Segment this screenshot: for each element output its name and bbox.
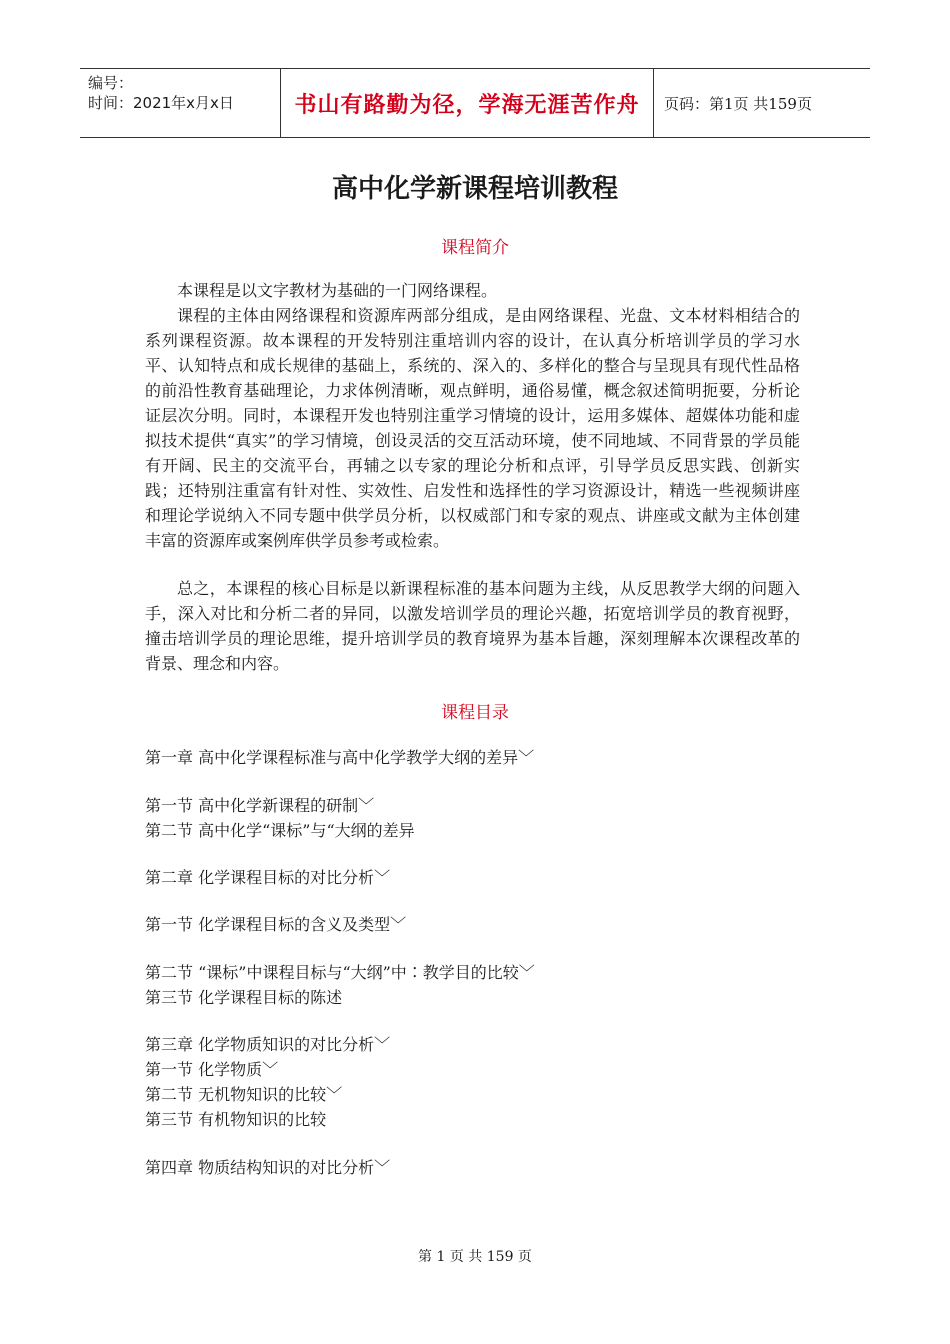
intro-paragraph-2: 课程的主体由网络课程和资源库两部分组成，是由网络课程、光盘、文本材料相结合的系列课程资源。故本课程的开发特别注重培训内容的设计，在认真分析培训学员的学习水平、认知特点和成长规律的基础上，系统的、深入的、多样化的整合与呈现具有现代性品格的前沿性教育基础理论，力求体例清晰，观点鲜明，通俗易懂，概念叙述简明扼要，分析论证层次分明。同时，本课程开发也特别注重学习情境的设计，运用多媒体、超媒体功能和虚拟技术提供“真实”的学习情境，创设灵活的交互活动环境，使不同地域、不同背景的学员能有开阔、民主的交流平台，再辅之以专家的理论分析和点评，引导学员反思实践、创新实践；还特别注重富有针对性、实效性、启发性和选择性的学习资源设计，精选一些视频讲座和理论学说纳入不同专题中供学员分析，以权威部门和专家的观点、讲座或文献为主体创建丰富的资源库或案例库供学员参考或检索。 [145, 306, 800, 550]
header-number-label: 编号： [88, 74, 134, 92]
header-time-label: 时间：2021年x月x日 [88, 94, 234, 112]
toc-item: 第二节 无机物知识的比较﹀ [145, 1085, 343, 1104]
intro-paragraph-3: 总之，本课程的核心目标是以新课程标准的基本问题为主线，从反思教学大纲的问题入手，深入对比和分析二者的异同，以激发培训学员的理论兴趣，拓宽培训学员的教育视野，撞击培训学员的理论思维，提升培训学员的教育境界为基本旨趣，深刻理解本次课程改革的背景、理念和内容。 [145, 579, 800, 673]
toc-item: 第三节 化学课程目标的陈述 [145, 988, 343, 1007]
toc-item: 第二节 “课标”中课程目标与“大纲”中∶教学目的比较﹀ [145, 963, 535, 982]
header-slogan: 书山有路勤为径，学海无涯苦作舟 [294, 92, 640, 118]
toc-item: 第一节 化学物质﹀ [145, 1060, 279, 1079]
header-page-info: 页码：第1页 共159页 [664, 94, 812, 113]
toc-item: 第一节 化学课程目标的含义及类型﹀ [145, 915, 407, 934]
toc-item: 第一章 高中化学课程标准与高中化学教学大纲的差异﹀ [145, 748, 535, 767]
header-page-info-cell [654, 69, 870, 137]
toc-heading: 课程目录 [441, 703, 509, 723]
page-header [80, 68, 870, 138]
intro-paragraph-1: 本课程是以文字教材为基础的一门网络课程。 [177, 281, 498, 300]
header-slogan-cell [280, 69, 654, 137]
toc-item: 第四章 物质结构知识的对比分析﹀ [145, 1158, 391, 1177]
toc-item: 第二章 化学课程目标的对比分析﹀ [145, 868, 391, 887]
page-footer: 第 1 页 共 159 页 [418, 1249, 532, 1265]
toc-item: 第三章 化学物质知识的对比分析﹀ [145, 1035, 391, 1054]
toc-item: 第一节 高中化学新课程的研制﹀ [145, 796, 375, 815]
toc-item: 第三节 有机物知识的比较 [145, 1110, 327, 1129]
toc-item: 第二节 高中化学“课标”与“大纲的差异 [145, 821, 415, 840]
header-meta [80, 69, 280, 137]
document-title: 高中化学新课程培训教程 [331, 174, 618, 204]
intro-heading: 课程简介 [441, 238, 509, 258]
